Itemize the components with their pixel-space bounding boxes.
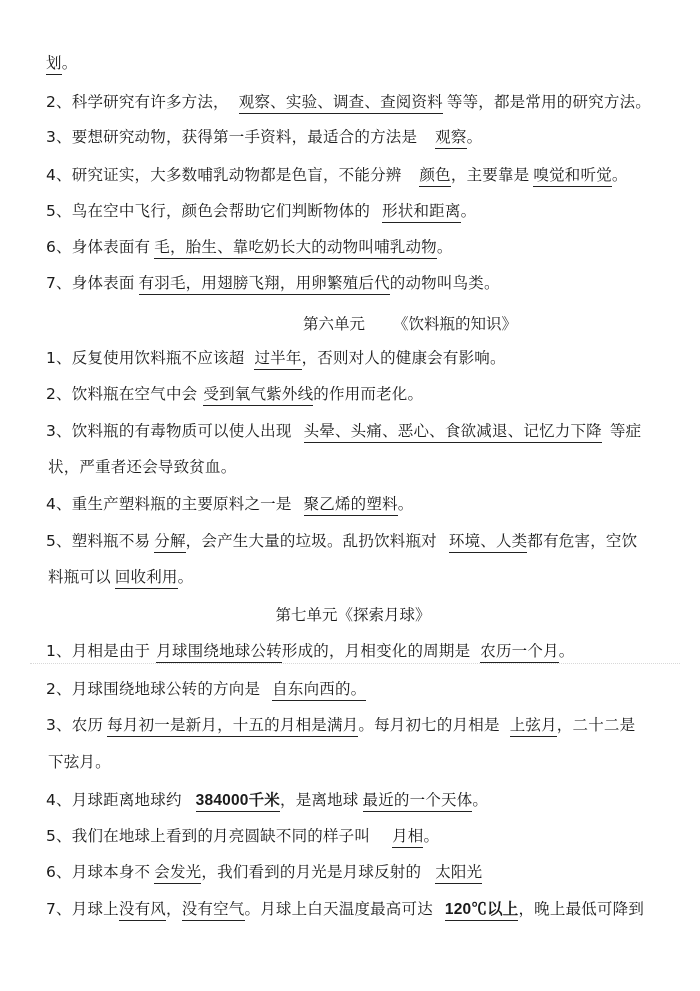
answer-blank: 颜色 [419,166,450,187]
line-last-quarter: 下弦月。 [48,753,111,771]
unit-6-heading: 第六单元 《饮料瓶的知识》 [302,315,518,333]
answer-blank: 没有空气 [182,900,245,921]
unit-7-heading: 第七单元《探索月球》 [275,606,431,624]
answer-blank: 月球围绕地球公转 [156,642,282,663]
page-fold-divider [30,663,680,664]
line-raw-material: 4、重生产塑料瓶的主要原料之一是 聚乙烯的塑料。 [46,493,413,516]
answer-blank: 形状和距离 [382,202,461,223]
line-moon-phase-cause: 1、月相是由于 月球围绕地球公转形成的，月相变化的周期是 农历一个月。 [46,640,575,663]
answer-blank: 划 [46,54,62,75]
answer-blank: 没有风 [119,900,166,921]
line-plastic-waste: 5、塑料瓶不易 分解，会产生大量的垃圾。乱扔饮料瓶对 环境、人类都有危害，空饮 [46,530,637,553]
answer-blank: 自东向西的。 [272,680,366,701]
answer-blank: 有羽毛，用翅膀飞翔，用卵繁殖后代 [139,274,390,295]
line-moon-distance: 4、月球距离地球约 384000千米，是离地球 最近的一个天体。 [46,789,488,812]
line-birds-flying: 5、鸟在空中飞行，颜色会帮助它们判断物体的 形状和距离。 [46,200,476,223]
line-moonlight: 6、月球本身不 会发光，我们看到的月光是月球反射的 太阳光 [46,861,482,884]
line-toxic-continued: 状，严重者还会导致贫血。 [48,458,237,476]
line-color-blind: 4、研究证实，大多数哺乳动物都是色盲，不能分辨 颜色，主要靠是 嗅觉和听觉。 [46,164,628,187]
answer-blank: 观察 [435,128,466,149]
line-birds: 7、身体表面 有羽毛，用翅膀飞翔，用卵繁殖后代的动物叫鸟类。 [46,272,500,295]
line-mammals: 6、身体表面有 毛，胎生、靠吃奶长大的动物叫哺乳动物。 [46,236,453,259]
answer-blank: 384000千米 [196,791,280,812]
line-toxic-substances: 3、饮料瓶的有毒物质可以使人出现 头晕、头痛、恶心、食欲减退、记忆力下降 等症 [46,420,641,443]
answer-blank: 毛，胎生、靠吃奶长大的动物叫哺乳动物 [154,238,437,259]
answer-blank: 太阳光 [435,863,482,884]
answer-blank: 农历一个月 [480,642,559,663]
answer-blank: 聚乙烯的塑料 [304,495,398,516]
line-reuse-bottle: 1、反复使用饮料瓶不应该超 过半年，否则对人的健康会有影响。 [46,347,506,370]
line-lunar-calendar: 3、农历 每月初一是新月，十五的月相是满月。每月初七的月相是 上弦月，二十二是 [46,714,635,737]
line-orbit-direction: 2、月球围绕地球公转的方向是 自东向西的。 [46,678,366,701]
line-recycle: 料瓶可以 回收利用。 [48,566,193,589]
answer-blank: 月相 [392,827,423,848]
answer-blank: 上弦月 [510,716,557,737]
answer-blank: 环境、人类 [449,532,528,553]
line-0: 划。 [46,52,77,75]
answer-blank: 观察、实验、调查、查阅资料 [239,93,443,114]
answer-blank: 每月初一是新月，十五的月相是满月 [107,716,358,737]
line-moon-environment: 7、月球上没有风，没有空气。月球上白天温度最高可达 120℃以上，晚上最低可降到 [46,898,644,921]
line-bottle-aging: 2、饮料瓶在空气中会 受到氧气紫外线的作用而老化。 [46,383,423,406]
answer-blank: 最近的一个天体 [363,791,473,812]
line-moon-phases: 5、我们在地球上看到的月亮圆缺不同的样子叫 月相。 [46,825,439,848]
line-research-animals: 3、要想研究动物，获得第一手资料，最适合的方法是 观察。 [46,126,482,149]
answer-blank: 回收利用 [115,568,178,589]
answer-blank: 过半年 [254,349,301,370]
answer-blank: 120℃以上 [445,900,519,921]
answer-blank: 头晕、头痛、恶心、食欲减退、记忆力下降 [304,422,602,443]
answer-blank: 分解 [154,532,185,553]
answer-blank: 会发光 [154,863,201,884]
answer-blank: 受到氧气紫外线 [203,385,313,406]
line-science-methods: 2、科学研究有许多方法， 观察、实验、调查、查阅资料 等等，都是常用的研究方法。 [46,91,651,114]
answer-blank: 嗅觉和听觉 [533,166,612,187]
